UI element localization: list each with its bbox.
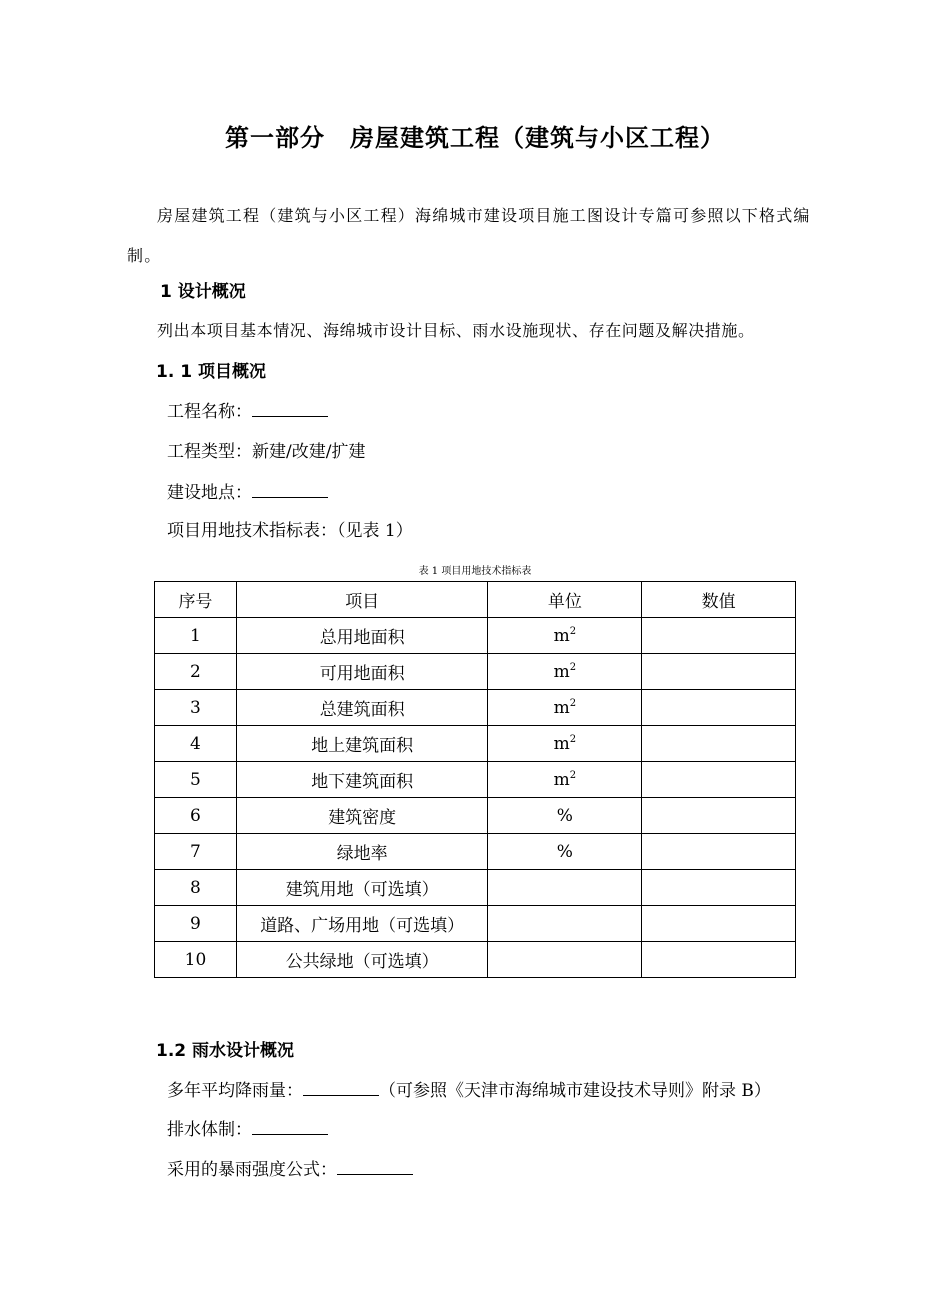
rainfall-blank [303, 1079, 379, 1096]
unit-text: % [556, 805, 573, 826]
table-row [155, 942, 796, 978]
cell-item: 总建筑面积 [236, 690, 488, 726]
unit-superscript: 2 [569, 733, 577, 745]
cell-unit [488, 834, 642, 870]
cell-item: 公共绿地（可选填） [236, 942, 488, 978]
cell-unit [488, 690, 642, 726]
cell-unit [488, 726, 642, 762]
indicator-line: 项目用地技术指标表：（见表 1） [167, 521, 413, 541]
project-name-line [167, 397, 328, 422]
table-header-row [155, 582, 796, 618]
section-1-heading: 1 设计概况 [160, 282, 246, 302]
cell-no: 4 [155, 726, 237, 762]
cell-value [642, 690, 796, 726]
cell-item: 可用地面积 [236, 654, 488, 690]
cell-value [642, 762, 796, 798]
cell-item: 建筑密度 [236, 798, 488, 834]
project-name-blank [252, 400, 328, 417]
drainage-blank [252, 1118, 328, 1135]
cell-unit [488, 942, 642, 978]
intro-paragraph: 房屋建筑工程（建筑与小区工程）海绵城市建设项目施工图设计专篇可参照以下格式编制。 [127, 206, 811, 265]
storm-formula-blank [337, 1158, 413, 1175]
cell-no: 2 [155, 654, 237, 690]
cell-value [642, 906, 796, 942]
cell-item: 地上建筑面积 [236, 726, 488, 762]
drainage-label: 排水体制： [167, 1120, 252, 1140]
cell-unit [488, 654, 642, 690]
cell-no: 7 [155, 834, 237, 870]
cell-value [642, 834, 796, 870]
project-type-label: 工程类型： [167, 442, 252, 462]
indicator-table [154, 581, 796, 978]
location-line [167, 478, 328, 503]
cell-value [642, 654, 796, 690]
cell-no: 3 [155, 690, 237, 726]
cell-item: 建筑用地（可选填） [236, 870, 488, 906]
storm-formula-label: 采用的暴雨强度公式： [167, 1160, 337, 1180]
section-1-2-heading: 1.2 雨水设计概况 [156, 1041, 295, 1061]
section-1-1-heading: 1. 1 项目概况 [156, 362, 266, 382]
cell-no: 5 [155, 762, 237, 798]
drainage-line [167, 1115, 328, 1140]
unit-text: m [553, 733, 570, 754]
table-row [155, 834, 796, 870]
project-type-line [167, 437, 365, 462]
cell-unit [488, 618, 642, 654]
cell-value [642, 942, 796, 978]
unit-superscript: 2 [569, 697, 577, 709]
project-name-label: 工程名称： [167, 402, 252, 422]
cell-item: 总用地面积 [236, 618, 488, 654]
cell-no: 8 [155, 870, 237, 906]
cell-value [642, 798, 796, 834]
cell-no: 6 [155, 798, 237, 834]
table-row [155, 654, 796, 690]
cell-value [642, 726, 796, 762]
unit-text: m [553, 625, 570, 646]
cell-item: 道路、广场用地（可选填） [236, 906, 488, 942]
unit-text: m [553, 661, 570, 682]
table-row [155, 906, 796, 942]
header-unit: 单位 [488, 582, 642, 618]
cell-value [642, 618, 796, 654]
unit-text: % [556, 841, 573, 862]
storm-formula-line [167, 1155, 413, 1180]
cell-unit [488, 762, 642, 798]
rainfall-note: （可参照《天津市海绵城市建设技术导则》附录 B） [379, 1081, 771, 1101]
table-row [155, 726, 796, 762]
cell-item: 绿地率 [236, 834, 488, 870]
table-row [155, 870, 796, 906]
cell-no: 10 [155, 942, 237, 978]
header-no: 序号 [155, 582, 237, 618]
cell-item: 地下建筑面积 [236, 762, 488, 798]
unit-superscript: 2 [569, 661, 577, 673]
header-value: 数值 [642, 582, 796, 618]
table-row [155, 618, 796, 654]
table-row [155, 798, 796, 834]
header-item: 项目 [236, 582, 488, 618]
table-caption: 表 1 项目用地技术指标表 [418, 566, 532, 577]
table-row [155, 762, 796, 798]
cell-value [642, 870, 796, 906]
cell-unit [488, 906, 642, 942]
page-title: 第一部分 房屋建筑工程（建筑与小区工程） [225, 124, 725, 152]
location-blank [252, 481, 328, 498]
rainfall-label: 多年平均降雨量： [167, 1081, 303, 1101]
project-type-value: 新建/改建/扩建 [252, 442, 366, 462]
cell-no: 9 [155, 906, 237, 942]
unit-superscript: 2 [569, 769, 577, 781]
unit-superscript: 2 [569, 625, 577, 637]
cell-no: 1 [155, 618, 237, 654]
location-label: 建设地点： [167, 483, 252, 503]
cell-unit [488, 798, 642, 834]
rainfall-line [167, 1076, 771, 1101]
section-1-description: 列出本项目基本情况、海绵城市设计目标、雨水设施现状、存在问题及解决措施。 [157, 321, 755, 340]
cell-unit [488, 870, 642, 906]
unit-text: m [553, 697, 570, 718]
table-row [155, 690, 796, 726]
unit-text: m [553, 769, 570, 790]
